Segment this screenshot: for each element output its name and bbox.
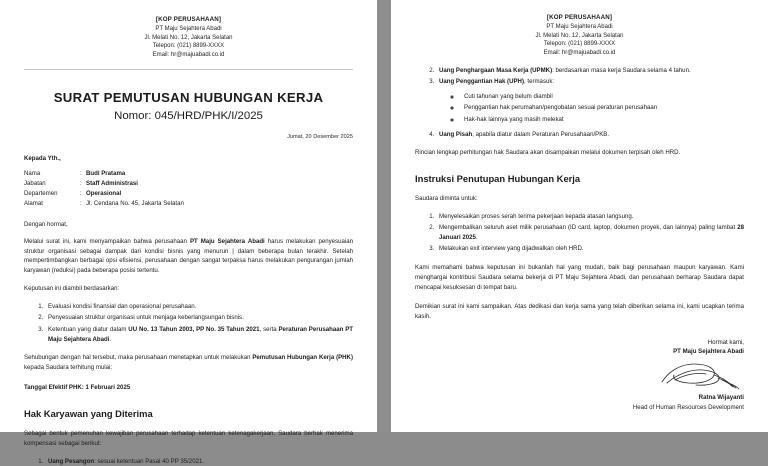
- intro-text-part1: Melalui surat ini, kami menyampaikan bahwa perusahaan: [24, 237, 190, 245]
- company-email: Email: hr@majuabadi.co.id: [543, 50, 616, 57]
- list-item: [436, 223, 744, 243]
- rights-list-page1: [24, 457, 353, 466]
- basis-item-3-regulation: Peraturan Perusahaan PT Maju Sejahtera Abadi: [48, 325, 353, 343]
- basis-item-2-text: Penyesuaian struktur organisasi untuk menjaga keberlangsungan bisnis.: [48, 314, 244, 322]
- instruction-item-2-end: .: [475, 234, 478, 242]
- rights-section-heading: Hak Karyawan yang Diterima: [24, 408, 153, 420]
- rights-sub-list: [439, 92, 744, 125]
- recipient-details: [24, 169, 353, 208]
- list-item: [436, 66, 744, 76]
- instruction-item-2-text: Mengembalikan seluruh aset milik perusahaan (ID card, laptop, dokumen proyek, dan lainnya) paling lambat: [439, 224, 738, 232]
- rights-item-3-label: Uang Penggantian Hak (UPH): [439, 78, 524, 86]
- list-item: ◦ Hak-hak lainnya yang masih melekat: [461, 115, 744, 125]
- basis-item-3-end: .: [109, 335, 112, 343]
- list-item: [436, 244, 744, 254]
- recipient-key-nama: Nama: [24, 170, 41, 178]
- signatory-name: Ratna Wijayanti: [698, 394, 744, 402]
- list-item: [45, 457, 353, 466]
- intro-paragraph: [24, 237, 353, 276]
- rights-item-2-label: Uang Penghargaan Masa Kerja (UPMK): [439, 66, 553, 74]
- list-item: [436, 212, 744, 222]
- list-item: ◦ Penggantian hak perumahan/pengobatan sesuai peraturan perusahaan: [461, 103, 744, 113]
- signature-company: PT Maju Sejahtera Abadi: [673, 348, 744, 356]
- instructions-section-heading: Instruksi Penutupan Hubungan Kerja: [415, 173, 581, 185]
- page-title: SURAT PEMUTUSAN HUBUNGAN KERJA: [53, 89, 324, 105]
- list-item: [436, 77, 744, 124]
- signature-image-wrap: [415, 361, 744, 391]
- recipient-value-alamat: Jl. Cendana No. 45, Jakarta Selatan: [86, 199, 184, 207]
- recipient-value-departemen: Operasional: [86, 189, 122, 197]
- list-item: [45, 302, 353, 312]
- rights-item-4-text: , apabila diatur dalam Peraturan Perusahaan/PKB.: [472, 130, 610, 138]
- recipient-separator: :: [80, 180, 82, 188]
- recipient-separator: :: [80, 189, 82, 197]
- company-address: Jl. Melati No. 12, Jakarta Selatan: [535, 32, 624, 39]
- recipient-label: Kepada Yth.,: [24, 155, 61, 163]
- company-kop-label: [KOP PERUSAHAAN]: [155, 16, 222, 23]
- list-item: [45, 325, 353, 345]
- consequence-text-part2: kepada Saudara terhitung mulai:: [24, 364, 113, 372]
- instruction-item-3-text: Melakukan exit interview yang dijadwalkan oleh HRD.: [439, 245, 584, 253]
- recipient-value-jabatan: Staff Administrasi: [86, 180, 138, 188]
- letterhead-page-2: [415, 14, 744, 58]
- signature-block: [415, 338, 744, 413]
- company-name: PT Maju Sejahtera Abadi: [155, 25, 222, 32]
- consequence-phk-term: Pemutusan Hubungan Kerja (PHK): [252, 354, 353, 362]
- letterhead-divider: [24, 69, 353, 70]
- intro-company-name: PT Maju Sejahtera Abadi: [189, 237, 265, 245]
- basis-item-1-text: Evaluasi kondisi finansial dan operasional perusahaan.: [48, 303, 197, 310]
- intro-text-part2: harus melakukan penyesuaian struktur organisasi sebagai dampak dari kondisi bisnis yang menurun | dalam beberapa bulan terakhir. Setelah mempertimbangkan berbagai opsi efisiensi, perusahaan dengan sangat terpaksa harus melakukan pengurangan jumlah karyawan (reduksi) pada beberapa posisi tertentu.: [24, 237, 354, 275]
- list-item: [45, 313, 353, 323]
- signatory-role: Head of Human Resources Development: [632, 403, 744, 411]
- basis-item-3-mid: , serta: [259, 325, 279, 333]
- list-item: [436, 130, 744, 140]
- closing-paragraph-1: Kami memahami bahwa keputusan ini bukanlah hal yang mudah, baik bagi perusahaan maupun karyawan. Kami menghargai kontribusi Saudara selama bekerja di PT Maju Sejahtera Abadi, dan perusahaan berharap Saudara dapat mencapai kesuksesan di tempat baru.: [415, 264, 744, 292]
- rights-list-page2: [415, 66, 744, 140]
- document-number: Nomor: 045/HRD/PHK/I/2025: [114, 109, 263, 122]
- company-address: Jl. Melati No. 12, Jakarta Selatan: [144, 34, 233, 41]
- list-item: ◦ Cuti tahunan yang belum diambil: [461, 92, 744, 102]
- basis-intro: Keputusan ini diambil berdasarkan:: [24, 285, 120, 293]
- letterhead-page-1: [24, 16, 353, 60]
- consequence-paragraph: [24, 353, 353, 373]
- recipient-key-alamat: Alamat: [24, 199, 43, 207]
- instructions-list: [415, 212, 744, 254]
- company-kop-label: [KOP PERUSAHAAN]: [546, 14, 613, 21]
- instructions-intro: Saudara diminta untuk:: [415, 195, 478, 202]
- basis-list: [24, 302, 353, 344]
- recipient-row: [24, 199, 353, 209]
- rights-item-2-text: : berdasarkan masa kerja Saudara selama 4 tahun.: [552, 66, 691, 74]
- signature-regards: Hormat kami,: [707, 338, 744, 346]
- salutation: Dengan hormat,: [24, 220, 68, 228]
- instruction-item-2-deadline: 28 Januari 2025: [439, 224, 744, 242]
- rights-item-1-label: Uang Pesangon: [48, 457, 95, 465]
- recipient-row: [24, 169, 353, 179]
- basis-item-3-text: Ketentuan yang diatur dalam: [48, 325, 129, 333]
- recipient-value-nama: Budi Pratama: [86, 170, 126, 178]
- consequence-text-part1: Sehubungan dengan hal tersebut, maka perusahaan menetapkan untuk melakukan: [24, 354, 253, 362]
- effective-date: Tanggal Efektif PHK: 1 Februari 2025: [24, 384, 131, 392]
- document-date: Jumat, 20 Desember 2025: [287, 134, 353, 141]
- rights-item-4-label: Uang Pisah: [439, 130, 473, 138]
- document-page-1: [0, 0, 377, 465]
- recipient-row: [24, 179, 353, 189]
- recipient-row: [24, 189, 353, 199]
- company-phone: Telepon: (021) 8899-XXXX: [152, 43, 225, 50]
- instruction-item-1-text: Menyelesaikan proses serah terima pekerjaan kepada atasan langsung.: [439, 212, 634, 220]
- basis-item-3-laws: UU No. 13 Tahun 2003, PP No. 35 Tahun 2021: [128, 325, 260, 333]
- recipient-separator: :: [80, 170, 82, 178]
- recipient-separator: :: [80, 199, 82, 207]
- closing-paragraph-2: Demikian surat ini kami sampaikan. Atas dedikasi dan kerja sama yang telah diberikan selama ini, kami ucapkan terima kasih.: [415, 302, 744, 320]
- rights-item-3-text: , termasuk:: [523, 78, 555, 86]
- rights-intro: Sebagai bentuk pemenuhan kewajiban perusahaan terhadap ketentuan ketenagakerjaan, Saudara berhak menerima kompensasi sebagai berikut:: [24, 429, 353, 447]
- recipient-key-departemen: Departemen: [24, 189, 58, 197]
- company-name: PT Maju Sejahtera Abadi: [546, 23, 613, 30]
- company-email: Email: hr@majuabadi.co.id: [152, 52, 225, 59]
- recipient-key-jabatan: Jabatan: [24, 180, 46, 188]
- rights-item-1-text: : sesuai ketentuan Pasal 40 PP 35/2021.: [94, 457, 205, 465]
- handwritten-signature-icon: [658, 361, 744, 391]
- document-page-2: [391, 0, 768, 432]
- company-phone: Telepon: (021) 8899-XXXX: [543, 41, 616, 48]
- rights-closing-note: Rincian lengkap perhitungan hak Saudara akan disampaikan melalui dokumen terpisah oleh HRD.: [415, 149, 681, 157]
